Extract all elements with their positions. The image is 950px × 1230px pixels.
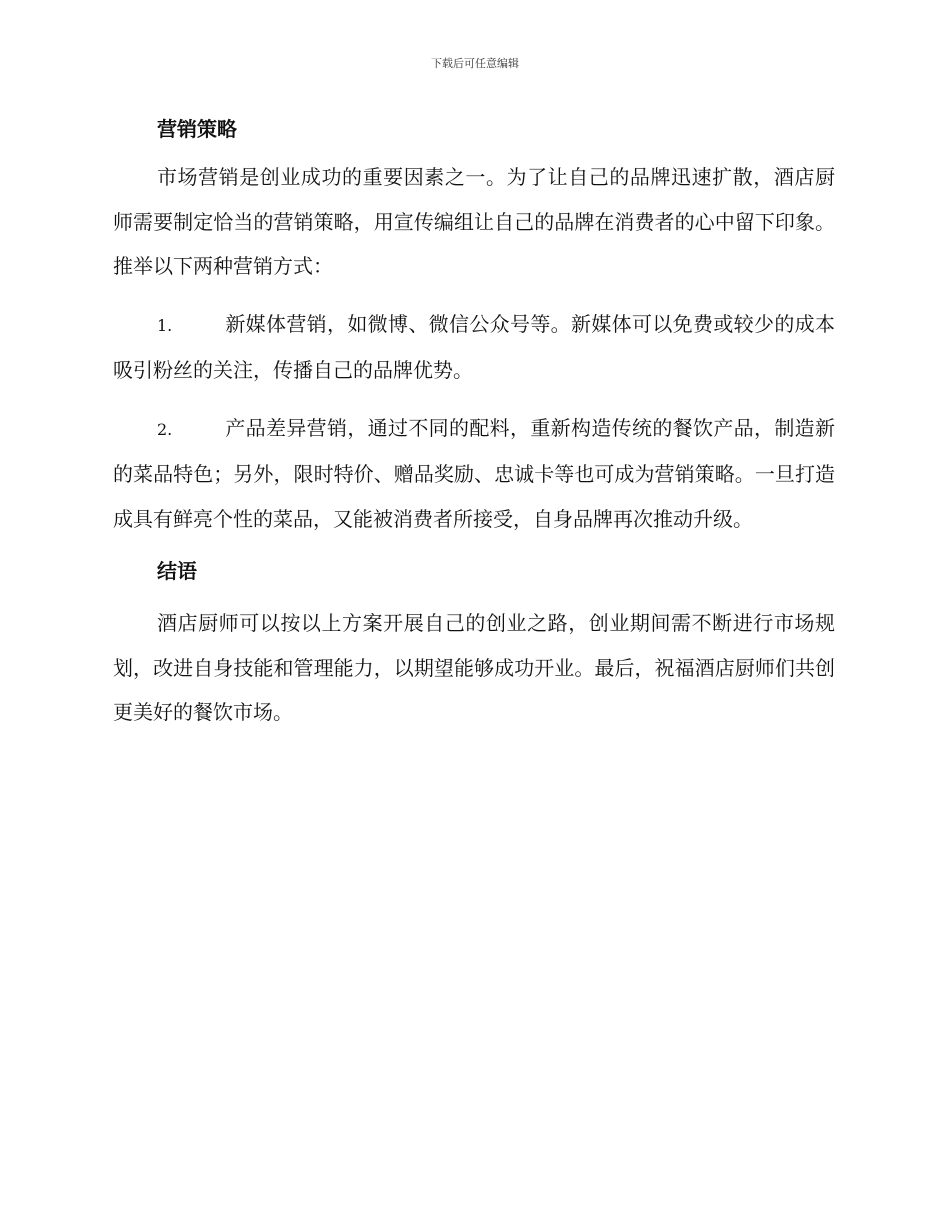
list-item — [113, 302, 835, 393]
section-heading-marketing: 营销策略 — [157, 117, 237, 141]
page-header: 下载后可任意编辑 — [431, 57, 519, 70]
section-heading-conclusion: 结语 — [157, 559, 197, 583]
list-number: 1. — [157, 315, 173, 335]
list-item-text: 产品差异营销，通过不同的配料，重新构造传统的餐饮产品，制造新的菜品特色；另外，限时特价、赠品奖励、忠诚卡等也可成为营销策略。一旦打造成具有鲜亮个性的菜品，又能被消费者所接受，自身品牌再次推动升级。 — [113, 415, 835, 531]
document-body — [113, 113, 835, 735]
marketing-intro-paragraph: 市场营销是创业成功的重要因素之一。为了让自己的品牌迅速扩散，酒店厨师需要制定恰当的营销策略，用宣传编组让自己的品牌在消费者的心中留下印象。推举以下两种营销方式： — [113, 165, 835, 278]
list-number: 2. — [157, 419, 173, 439]
list-item — [113, 406, 835, 542]
list-item-text: 新媒体营销，如微博、微信公众号等。新媒体可以免费或较少的成本吸引粉丝的关注，传播自己的品牌优势。 — [113, 311, 835, 382]
conclusion-paragraph: 酒店厨师可以按以上方案开展自己的创业之路，创业期间需不断进行市场规划，改进自身技能和管理能力，以期望能够成功开业。最后，祝福酒店厨师们共创更美好的餐饮市场。 — [113, 611, 835, 724]
